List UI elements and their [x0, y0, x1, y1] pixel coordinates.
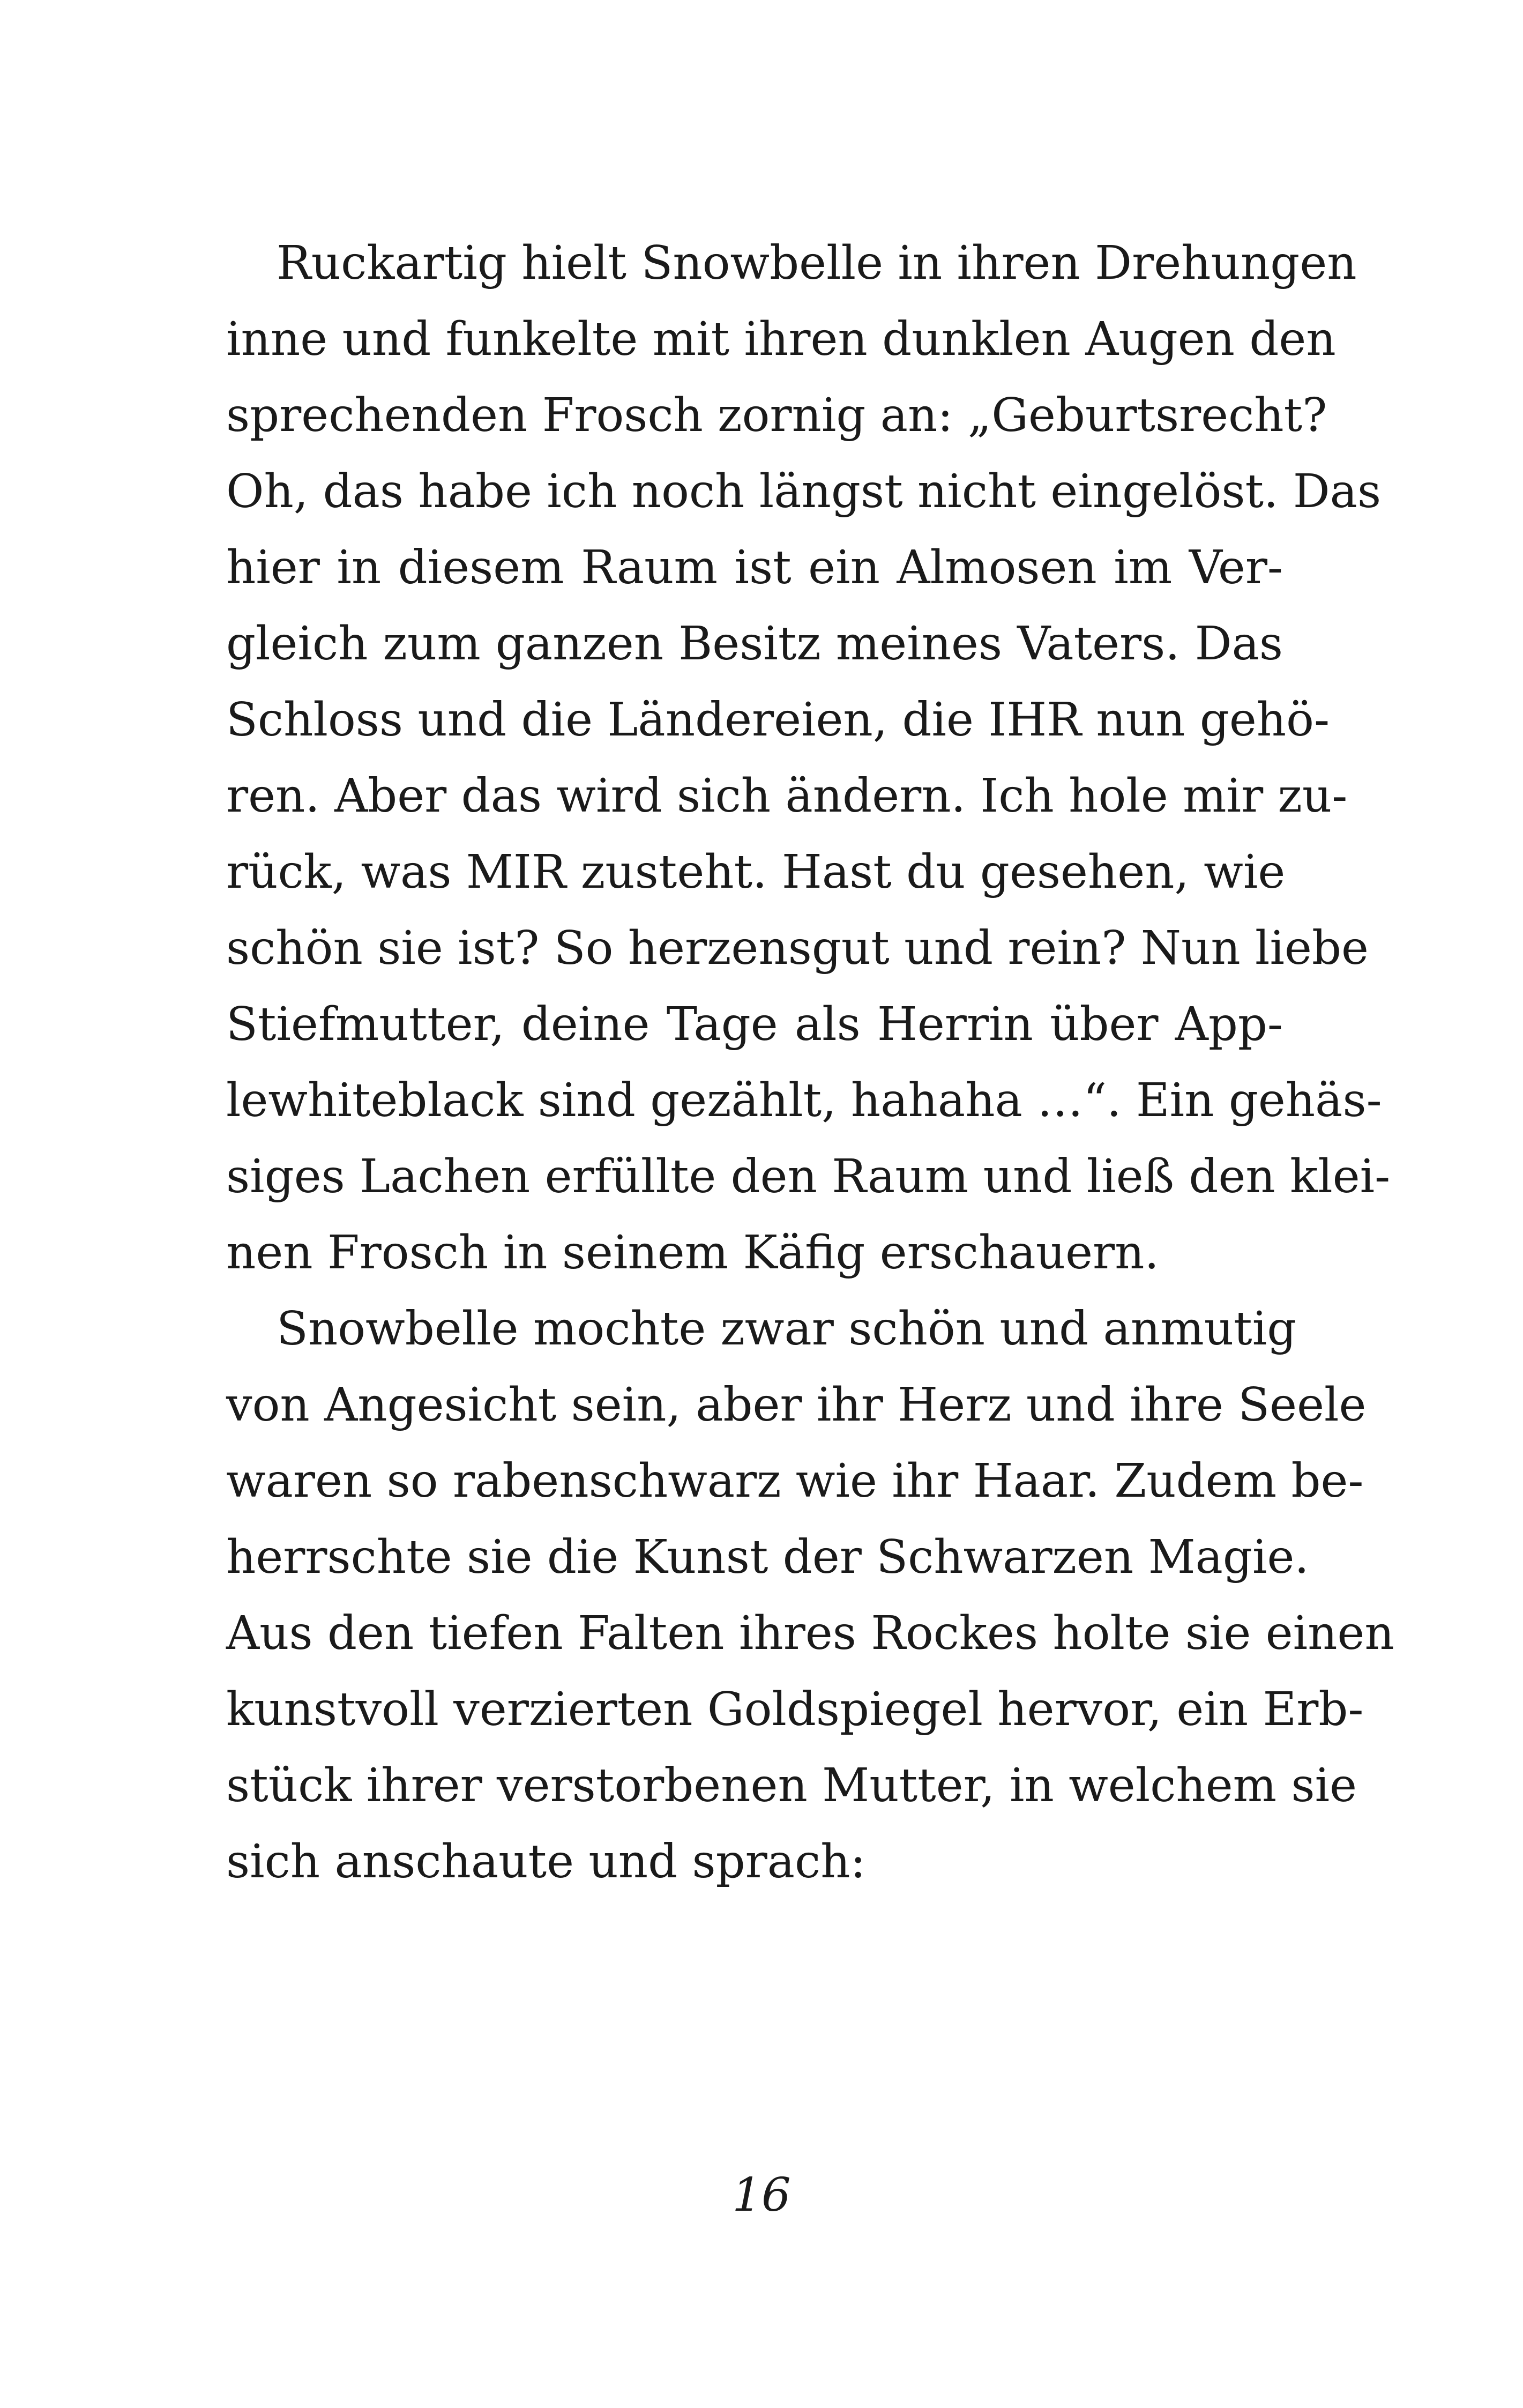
text-line: inne und funkelte mit ihren dunklen Augen den [226, 313, 1336, 366]
text-line: kunstvoll verzierten Goldspiegel hervor, ein Erb- [226, 1683, 1364, 1736]
page-number: 16 [732, 2168, 791, 2222]
text-line: herrschte sie die Kunst der Schwarzen Magie. [226, 1530, 1309, 1584]
body-text [226, 225, 1394, 1900]
text-line: Aus den tiefen Falten ihres Rockes holte sie einen [226, 1607, 1394, 1660]
text-line: Oh, das habe ich noch längst nicht eingelöst. Das [226, 465, 1382, 518]
text-line: sich anschaute und sprach: [226, 1835, 866, 1889]
text-line: waren so rabenschwarz wie ihr Haar. Zudem be- [226, 1454, 1364, 1508]
text-line: Schloss und die Ländereien, die IHR nun gehö- [226, 693, 1330, 747]
text-line: siges Lachen erfüllte den Raum und ließ den klei- [226, 1150, 1391, 1203]
text-line: hier in diesem Raum ist ein Almosen im Ver- [226, 541, 1283, 594]
text-line: Stiefmutter, deine Tage als Herrin über App- [226, 998, 1283, 1051]
text-line: nen Frosch in seinem Käfig erschauern. [226, 1226, 1159, 1280]
text-line: gleich zum ganzen Besitz meines Vaters. Das [226, 617, 1283, 671]
text-line: schön sie ist? So herzensgut und rein? Nun liebe [226, 921, 1369, 975]
text-line: rück, was MIR zusteht. Hast du gesehen, wie [226, 845, 1286, 899]
text-line: ren. Aber das wird sich ändern. Ich hole mir zu- [226, 769, 1348, 823]
text-line: Snowbelle mochte zwar schön und anmutig [277, 1302, 1297, 1356]
text-line: von Angesicht sein, aber ihr Herz und ihre Seele [226, 1378, 1367, 1432]
text-line: sprechenden Frosch zornig an: „Geburtsrecht? [226, 389, 1327, 442]
text-line: lewhiteblack sind gezählt, hahaha …“. Ein gehäs- [226, 1074, 1382, 1127]
text-line: Ruckartig hielt Snowbelle in ihren Drehungen [277, 236, 1357, 290]
text-line: stück ihrer verstorbenen Mutter, in welchem sie [226, 1759, 1357, 1812]
